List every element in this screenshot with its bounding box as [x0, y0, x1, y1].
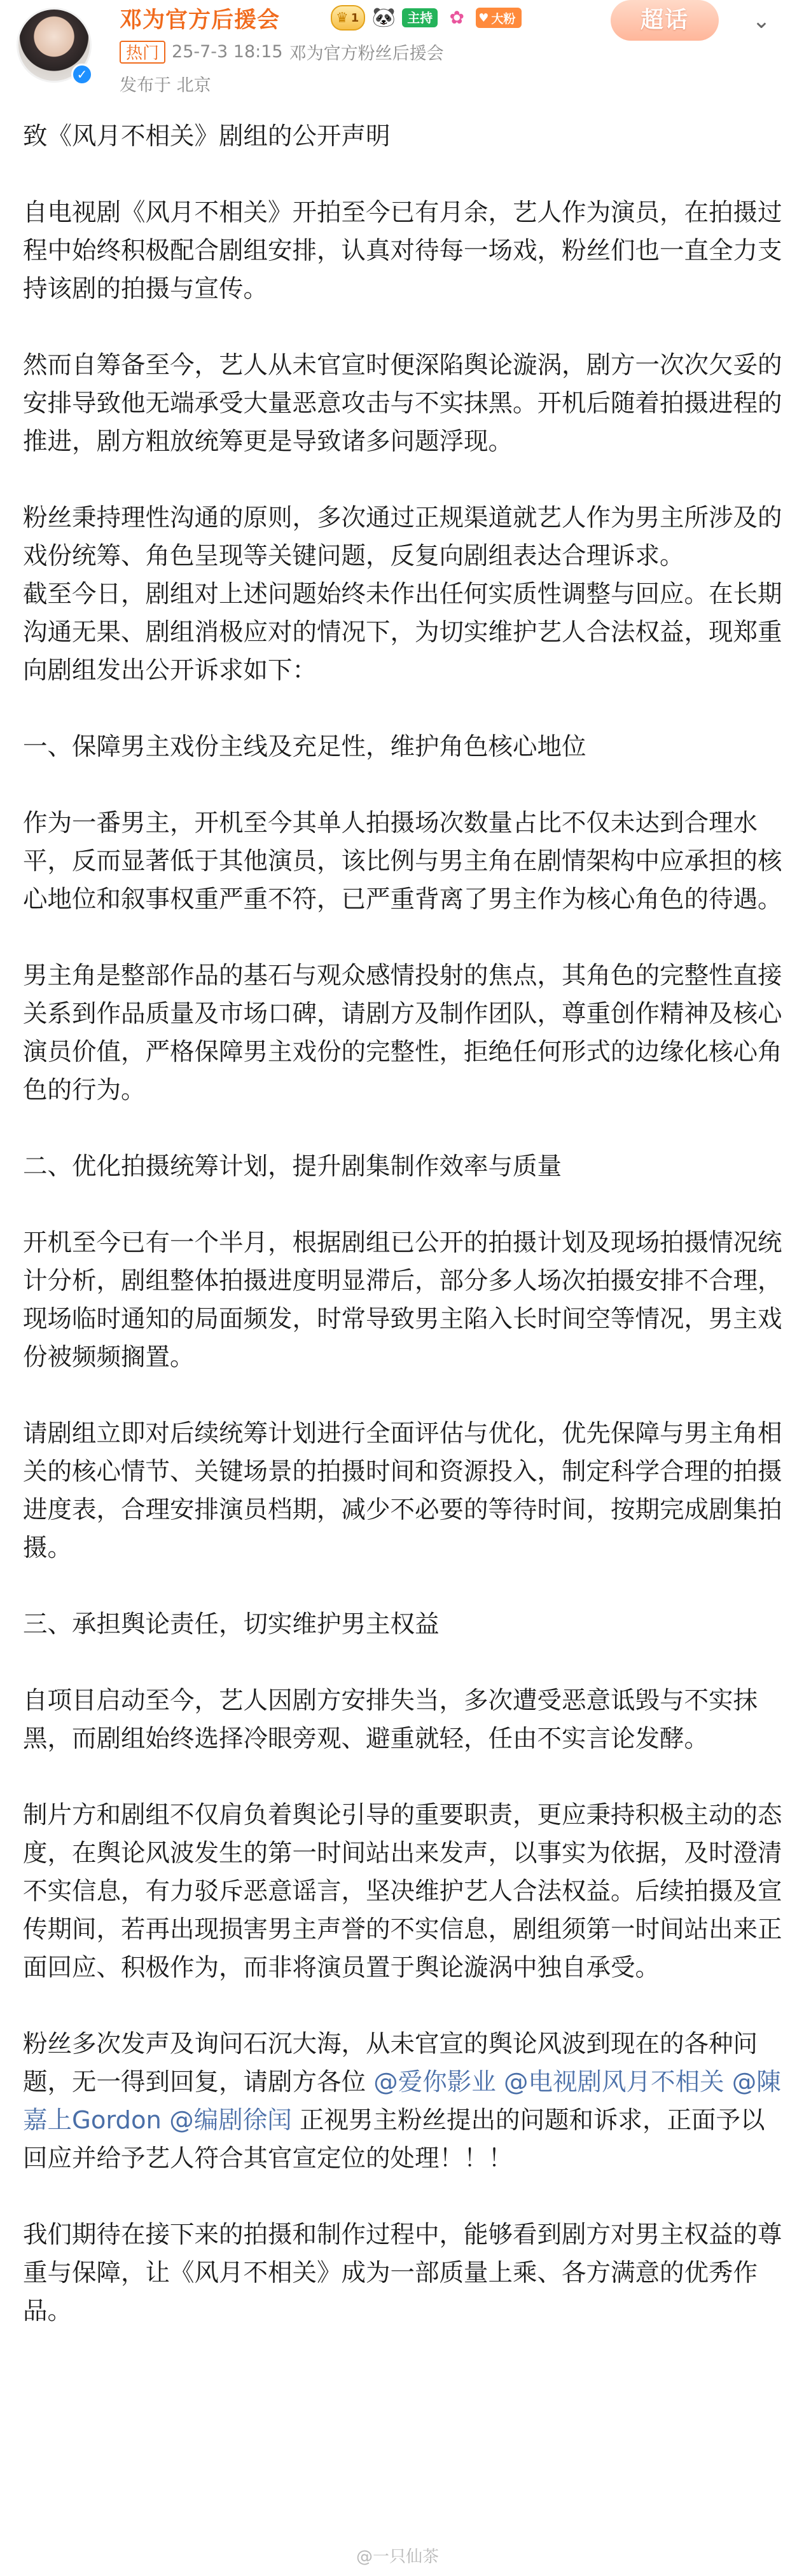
heart-icon: ♥ [478, 11, 489, 25]
paragraph-2: 然而自筹备至今，艺人从未官宣时便深陷舆论漩涡，剧方一次次欠妥的安排导致他无端承受大量恶意攻击与不实抹黑。开机后随着拍摄进程的推进，剧方粗放统筹更是导致诸多问题浮现。 [23, 351, 782, 456]
hot-tag: 热门 [120, 41, 165, 64]
verified-icon: ✓ [71, 64, 93, 85]
chaohua-button[interactable]: 超话 [611, 0, 719, 41]
paragraph-3b: 截至今日，剧组对上述问题始终未作出任何实质性调整与回应。在长期沟通无果、剧组消极应对的情况下，为切实维护艺人合法权益，现郑重向剧组发出公开诉求如下： [23, 580, 782, 685]
paragraph-5: 男主角是整部作品的基石与观众感情投射的焦点，其角色的完整性直接关系到作品质量及市场口碑，请剧方及制作团队，尊重创作精神及核心演员价值，严格保障男主戏份的完整性，拒绝任何形式的边缘化核心角色的行为。 [23, 961, 782, 1105]
post-meta [120, 39, 444, 64]
post-header [0, 0, 804, 108]
post-location: 发布于 北京 [120, 76, 211, 95]
paragraph-1: 自电视剧《风月不相关》开拍至今已有月余，艺人作为演员，在拍摄过程中始终积极配合剧组安排，认真对待每一场戏，粉丝们也一直全力支持该剧的拍摄与宣传。 [23, 198, 782, 303]
paragraph-7: 请剧组立即对后续统筹计划进行全面评估与优化，优先保障与男主角相关的核心情节、关键场景的拍摄时间和资源投入，制定科学合理的拍摄进度表，合理安排演员档期，减少不必要的等待时间，按期完成剧集拍摄。 [23, 1419, 782, 1562]
section-heading-1: 一、保障男主戏份主线及充足性，维护角色核心地位 [23, 733, 586, 761]
mention-screenwriter[interactable]: @编剧徐闰 [169, 2106, 292, 2135]
host-badge[interactable]: 主持 [402, 8, 438, 27]
author-name[interactable]: 邓为官方后援会 [120, 8, 281, 33]
paragraph-8: 自项目启动至今，艺人因剧方安排失当，多次遭受恶意诋毁与不实抹黑，而剧组始终选择冷眼旁观、避重就轻，任由不实言论发酵。 [23, 1686, 758, 1753]
watermark: @一只仙茶 [356, 2547, 440, 2566]
paragraph-9: 制片方和剧组不仅肩负着舆论引导的重要职责，更应秉持积极主动的态度，在舆论风波发生的第一时间站出来发声，以事实为依据，及时澄清不实信息，有力驳斥恶意谣言，坚决维护艺人合法权益。后续拍摄及宣传期间，若再出现损害男主声誉的不实信息，剧组须第一时间站出来正面回应、积极作为，而非将演员置于舆论漩涡中独自承受。 [23, 1801, 782, 1982]
mention-gordon[interactable]: @陳嘉上Gordon [23, 2068, 781, 2135]
fan-badge[interactable] [476, 8, 522, 28]
paragraph-10-start: 粉丝多次发声及询问石沉大海，从未官宣的舆论风波到现在的各种问题，无一得到回复，请剧方各位 [23, 2030, 758, 2097]
section-heading-3: 三、承担舆论责任，切实维护男主权益 [23, 1610, 440, 1639]
post-datetime: 25-7-3 18:15 [172, 42, 283, 62]
crown-icon: ♛ [336, 10, 349, 26]
post-content [23, 118, 786, 2369]
paragraph-4: 作为一番男主，开机至今其单人拍摄场次数量占比不仅未达到合理水平，反而显著低于其他演员，该比例与男主角在剧情架构中应承担的核心地位和叙事权重严重不符，已严重背离了男主作为核心角色的待遇。 [23, 809, 782, 914]
paragraph-6: 开机至今已有一个半月，根据剧组已公开的拍摄计划及现场拍摄情况统计分析，剧组整体拍摄进度明显滞后，部分多人场次拍摄安排不合理，现场临时通知的局面频发，时常导致男主陷入长时间空等情况，男主戏份被频频搁置。 [23, 1229, 782, 1372]
post-source[interactable]: 邓为官方粉丝后援会 [289, 44, 444, 64]
paragraph-11: 我们期待在接下来的拍摄和制作过程中，能够看到剧方对男主权益的尊重与保障，让《风月不相关》成为一部质量上乘、各方满意的优秀作品。 [23, 2221, 782, 2325]
level-badge[interactable] [331, 5, 365, 31]
chevron-down-icon[interactable]: ⌄ [752, 8, 771, 34]
fan-badge-label: 大粉 [491, 11, 516, 26]
pink-icon[interactable]: ✿ [449, 7, 464, 28]
paragraph-3a: 粉丝秉持理性沟通的原则，多次通过正规渠道就艺人作为男主所涉及的戏份统筹、角色呈现等关键问题，反复向剧组表达合理诉求。 [23, 504, 782, 570]
mention-aini-yingye[interactable]: @爱你影业 [373, 2068, 496, 2097]
mention-tv-drama[interactable]: @电视剧风月不相关 [504, 2068, 724, 2097]
panda-icon[interactable]: 🐼 [371, 6, 396, 29]
paragraph-10-end: 正视男主粉丝提出的问题和诉求，正面予以回应并给予艺人符合其官宣定位的处理！！！ [23, 2106, 765, 2173]
author-badges [331, 5, 522, 31]
post-title: 致《风月不相关》剧组的公开声明 [23, 122, 391, 151]
level-badge-label: 1 [350, 11, 359, 25]
section-heading-2: 二、优化拍摄统筹计划，提升剧集制作效率与质量 [23, 1152, 562, 1181]
paragraph-10 [23, 2025, 786, 2178]
